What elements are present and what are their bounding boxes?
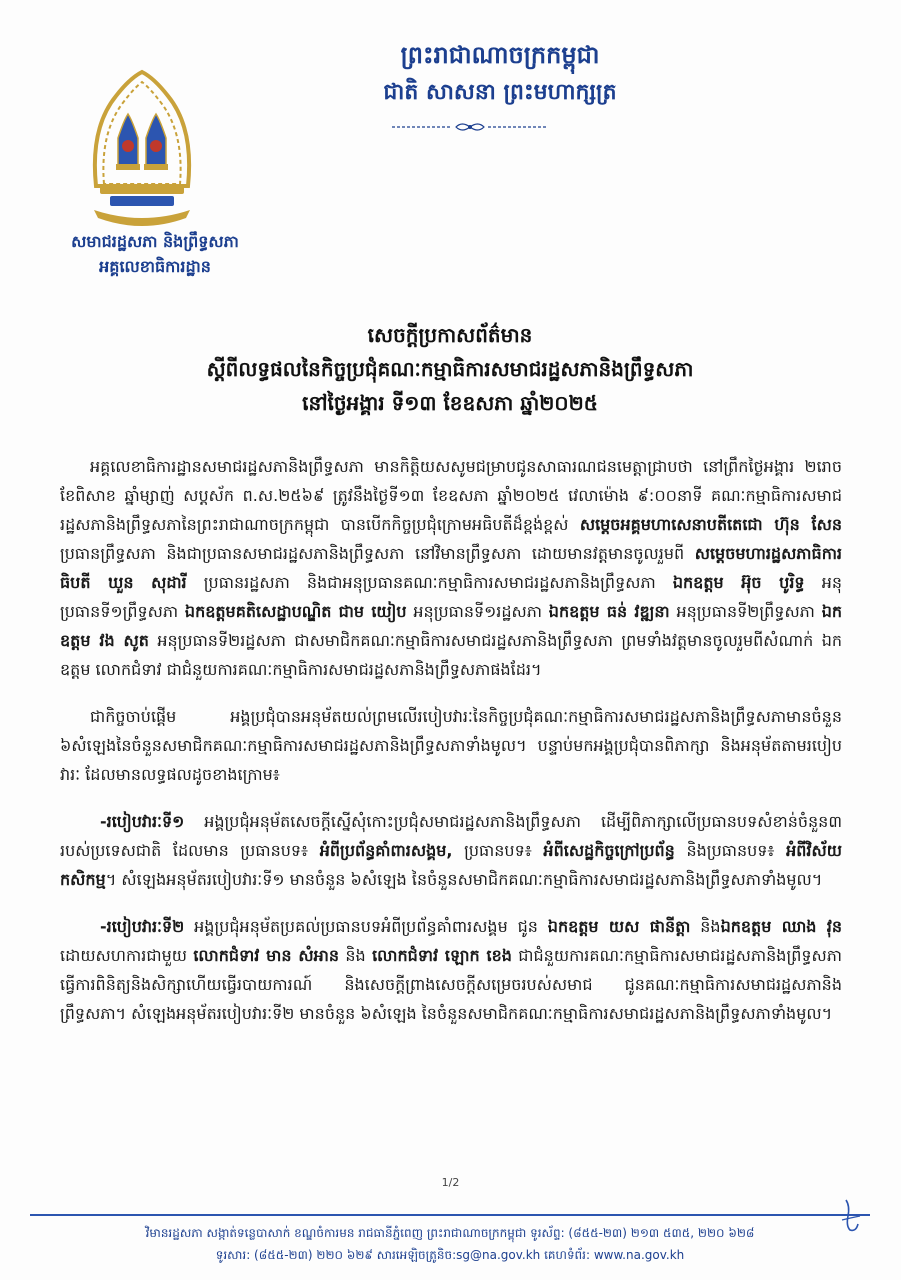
- agenda-2-text-f: ដោយសហការជាមួយ: [60, 946, 187, 965]
- organization-name: [20, 230, 290, 280]
- intro-name-second-vp-assembly: ឯកឧត្តម វង សូត: [60, 602, 843, 650]
- document-title: [60, 318, 840, 420]
- agenda-2-name-2: ឯកឧត្តម ឈាង វុន: [720, 917, 843, 936]
- agenda-1-topic-social-protection: អំពីប្រព័ន្ធគាំពារសង្គម,: [319, 841, 453, 860]
- paragraph-intro: [60, 452, 842, 684]
- intro-text-m: អនុប្រធានទី២រដ្ឋសភា ជាសមាជិកគណៈកម្មាធិការសមាជរដ្ឋសភានិងព្រឹទ្ធសភា ព្រមទាំងវត្តមានចូលរួមពីសំណាក់ ឯកឧត្តម លោកជំទាវ ជាជំនួយការគណៈកម្មាធិការសមាជរដ្ឋសភានិងព្រឹទ្ធសភាផងដែរ។: [60, 631, 842, 679]
- footer-fax-email-website: ទូរសារ: (៨៥៥-២៣) ២២០ ៦២៩ សារអេឡិចត្រូនិច:sg@na.gov.kh គេហទំព័រ: www.na.gov.kh: [215, 1248, 685, 1262]
- intro-name-first-vp-senate: ឯកឧត្តម អ៊ុច បូរិទ្ធ: [672, 573, 805, 592]
- agenda-1-text-h: ។ សំឡេងអនុម័តរបៀបវារៈទី១ មានចំនួន ៦សំឡេង នៃចំនួនសមាជិកគណៈកម្មាធិការសមាជរដ្ឋសភានិងព្រឹទ្ធសភាទាំងមូល។: [105, 870, 823, 889]
- intro-name-second-vp-senate: ឯកឧត្តម ធន់ វឌ្ឍនា: [548, 602, 670, 621]
- ornamental-divider-icon: [390, 120, 550, 134]
- footer-contact: [60, 1222, 840, 1266]
- agenda-1-text-b: អង្គប្រជុំអនុម័តសេចក្តីស្នើសុំកោះប្រជុំសមាជរដ្ឋសភានិងព្រឹទ្ធសភា ដើម្បីពិភាក្សាលើប្រធានបទសំខាន់ចំនួន៣ របស់ប្រទេសជាតិ ដែលមាន ប្រធានបទ៖: [60, 812, 842, 860]
- parliament-emblem-icon: [86, 68, 198, 233]
- intro-text-g: អនុប្រធានទី១ព្រឹទ្ធសភា: [60, 573, 843, 621]
- intro-text-c: ប្រធានព្រឹទ្ធសភា និងជាប្រធានសមាជរដ្ឋសភានិងព្រឹទ្ធសភា នៅវិមានព្រឹទ្ធសភា ដោយមានវត្តមានចូលរួមពី: [60, 544, 685, 563]
- document-body: [60, 452, 842, 1046]
- paragraph-agenda-1: [60, 807, 842, 894]
- agenda-2-name-4: លោកជំទាវ ឡោក ខេង: [372, 946, 512, 965]
- agenda-1-label: -របៀបវារៈទី១: [100, 812, 185, 831]
- title-line1: សេចក្តីប្រកាសព័ត៌មាន: [367, 323, 533, 347]
- paragraph-agenda-2: [60, 912, 842, 1028]
- intro-name-first-vp-assembly: ឯកឧត្តមគតិសេដ្ឋាបណ្ឌិត ជាម យៀប: [184, 602, 407, 621]
- agenda-2-text-d: និង: [700, 917, 721, 936]
- kingdom-name: ព្រះរាជាណាចក្រកម្ពុជា: [400, 40, 600, 69]
- agenda-1-text-d: ប្រធានបទ៖: [464, 841, 532, 860]
- initials-signature-icon: [836, 1196, 866, 1236]
- agenda-2-name-1: ឯកឧត្តម យស ផានីត្តា: [547, 917, 691, 936]
- paragraph-agenda-adoption: ជាកិច្ចចាប់ផ្តើម អង្គប្រជុំបានអនុម័តយល់ព្រមលើរបៀបវារៈនៃកិច្ចប្រជុំគណៈកម្មាធិការសមាជរដ្ឋសភានិងព្រឹទ្ធសភាមានចំនួន ៦សំឡេងនៃចំនួនសមាជិកគណៈកម្មាធិការសមាជរដ្ឋសភានិងព្រឹទ្ធសភាទាំងមូល។ បន្ទាប់មកអង្គប្រជុំបានពិភាក្សា និងអនុម័តតាមរបៀបវារៈ ដែលមានលទ្ធផលដូចខាងក្រោម៖: [60, 707, 842, 784]
- intro-text-e: ប្រធានរដ្ឋសភា និងជាអនុប្រធានគណៈកម្មាធិការសមាជរដ្ឋសភានិងព្រឹទ្ធសភា: [203, 573, 656, 592]
- agenda-1-topic-agriculture: អំពីវិស័យកសិកម្ម: [60, 841, 842, 889]
- intro-name-president-assembly: សម្តេចមហារដ្ឋសភាធិការធិបតី ឃួន សុដារី: [60, 544, 842, 592]
- organization-line2: អគ្គលេខាធិការដ្ឋាន: [99, 257, 211, 276]
- intro-name-president-senate: សម្តេចអគ្គមហាសេនាបតីតេជោ ហ៊ុន សែន: [579, 515, 843, 534]
- agenda-1-topic-informal-economy: អំពីសេដ្ឋកិច្ចក្រៅប្រព័ន្ធ: [543, 841, 675, 860]
- agenda-2-label: -របៀបវារៈទី២: [100, 917, 185, 936]
- organization-line1: សមាជរដ្ឋសភា និងព្រឹទ្ធសភា: [71, 232, 239, 251]
- intro-text-i: អនុប្រធានទី១រដ្ឋសភា: [413, 602, 542, 621]
- agenda-2-text-b: អង្គប្រជុំអនុម័តប្រគល់ប្រធានបទអំពីប្រព័ន្ធគាំពារសង្គម ជូន: [194, 917, 538, 936]
- agenda-2-text-j: ជាជំនួយការគណៈកម្មាធិការសមាជរដ្ឋសភានិងព្រឹទ្ធសភាធ្វើការពិនិត្យនិងសិក្សាហើយធ្វើរបាយការណ៍ និងសេចក្តីព្រាងសេចក្តីសម្រេចរបស់សមាជ ជូនគណៈកម្មាធិការសមាជរដ្ឋសភានិងព្រឹទ្ធសភា។ សំឡេងអនុម័តរបៀបវារៈទី២ មានចំនួន ៦សំឡេង នៃចំនួនសមាជិកគណៈកម្មាធិការសមាជរដ្ឋសភានិងព្រឹទ្ធសភាទាំងមូល។: [60, 946, 842, 1023]
- title-line2: ស្តីពីលទ្ធផលនៃកិច្ចប្រជុំគណៈកម្មាធិការសមាជរដ្ឋសភានិងព្រឹទ្ធសភា: [206, 357, 694, 381]
- agenda-1-text-f: និងប្រធានបទ៖: [686, 841, 775, 860]
- agenda-2-name-3: លោកជំទាវ មាន សំអាន: [193, 946, 340, 965]
- page-number: 1/2: [441, 1176, 460, 1189]
- kingdom-motto: [300, 38, 700, 108]
- footer-divider: [30, 1214, 870, 1216]
- title-line3: នៅថ្ងៃអង្គារ ទី១៣ ខែឧសភា ឆ្នាំ២០២៥: [302, 391, 598, 415]
- intro-text-a: អគ្គលេខាធិការដ្ឋានសមាជរដ្ឋសភានិងព្រឹទ្ធសភា មានកិត្តិយសសូមជម្រាបជូនសាធារណជនមេត្តាជ្រាបថា នៅព្រឹកថ្ងៃអង្គារ ២រោច ខែពិសាខ ឆ្នាំម្សាញ់ សប្តស័ក ព.ស.២៥៦៩ ត្រូវនឹងថ្ងៃទី១៣ ខែឧសភា ឆ្នាំ២០២៥ វេលាម៉ោង ៩:០០នាទី គណៈកម្មាធិការសមាជរដ្ឋសភានិងព្រឹទ្ធសភានៃព្រះរាជាណាចក្រកម្ពុជា បានបើកកិច្ចប្រជុំក្រោមអធិបតីដ៏ខ្ពង់ខ្ពស់: [60, 457, 842, 534]
- nation-religion-king: ជាតិ សាសនា ព្រះមហាក្សត្រ: [383, 79, 617, 105]
- footer-address: វិមានរដ្ឋសភា សង្កាត់ទន្លេបាសាក់ ខណ្ឌចំការមន រាជធានីភ្នំពេញ ព្រះរាជាណាចក្រកម្ពុជា ទូរស័ព្ទ: (៨៥៥-២៣) ២១៣ ៥៣៥, ២២០ ៦២៨: [145, 1226, 755, 1240]
- intro-text-k: អនុប្រធានទី២ព្រឹទ្ធសភា: [676, 602, 815, 621]
- agenda-2-text-h: និង: [345, 946, 366, 965]
